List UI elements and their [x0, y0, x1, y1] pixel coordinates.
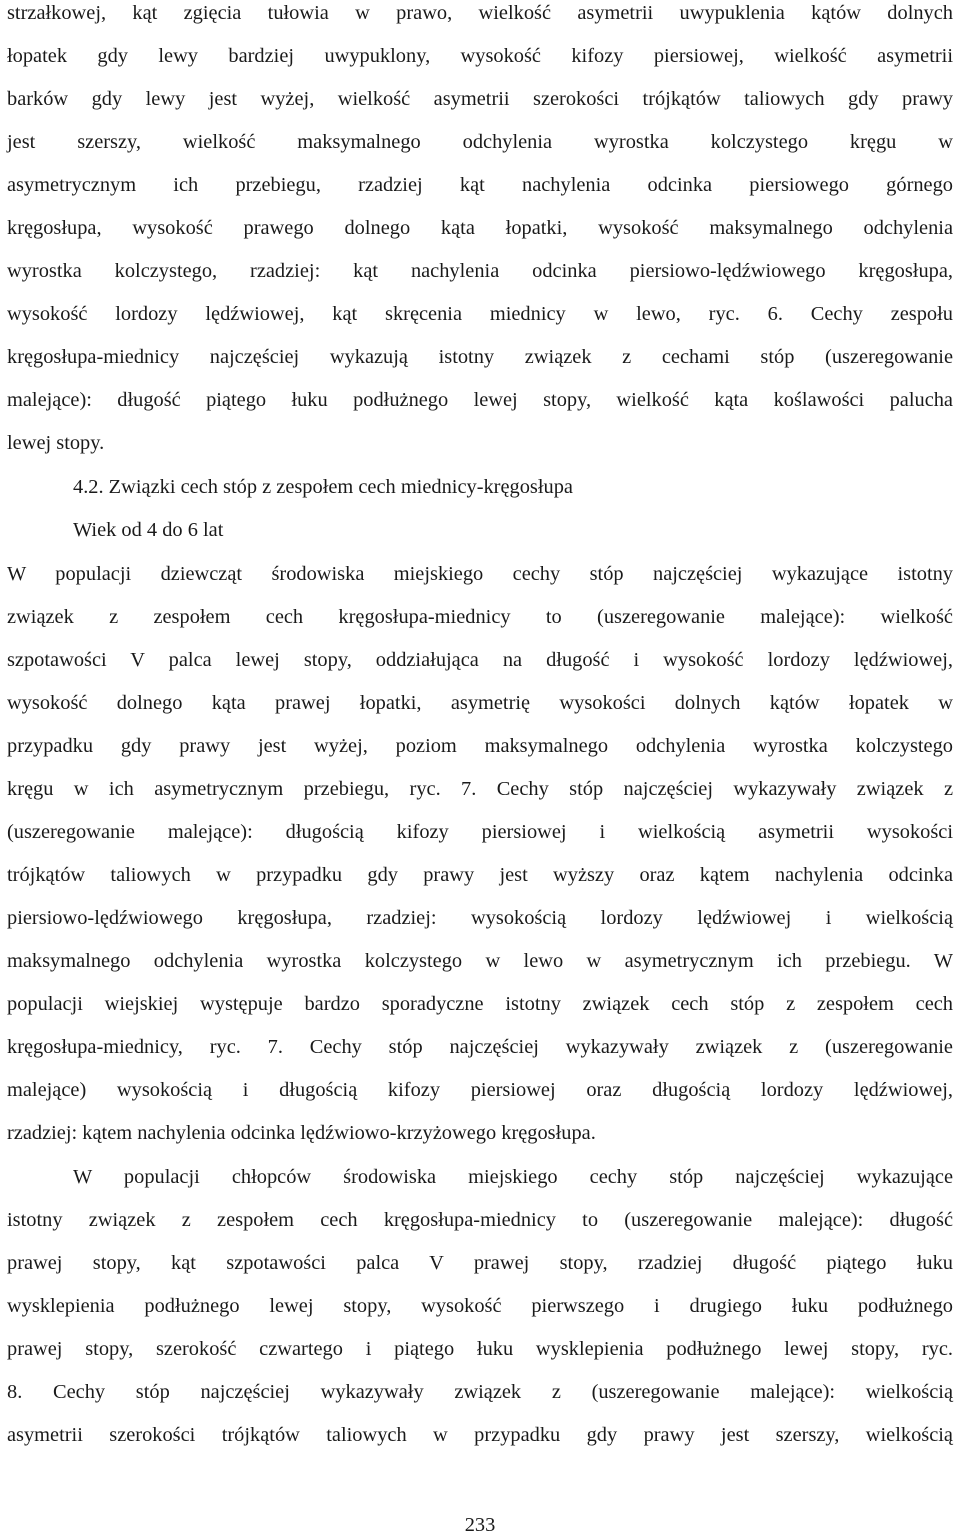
text-line: (uszeregowanie malejące): długością kifozy piersiowej i wielkością asymetrii wysokości [7, 821, 953, 843]
text-line: populacji wiejskiej występuje bardzo sporadyczne istotny związek cech stóp z zespołem cech [7, 993, 953, 1015]
text-line: malejące): długość piątego łuku podłużnego lewej stopy, wielkość kąta koślawości palucha [7, 389, 953, 411]
section-heading: 4.2. Związki cech stóp z zespołem cech miednicy-kręgosłupa [73, 476, 573, 498]
text-line: szpotawości V palca lewej stopy, oddziałująca na długość i wysokość lordozy lędźwiowej, [7, 649, 953, 671]
text-line: rzadziej: kątem nachylenia odcinka lędźwiowo-krzyżowego kręgosłupa. [7, 1122, 596, 1144]
text-line: wysklepienia podłużnego lewej stopy, wysokość pierwszego i drugiego łuku podłużnego [7, 1295, 953, 1317]
text-line: asymetrii szerokości trójkątów taliowych w przypadku gdy prawy jest szerszy, wielkością [7, 1424, 953, 1446]
text-line: lewej stopy. [7, 432, 105, 454]
text-line: przypadku gdy prawy jest wyżej, poziom maksymalnego odchylenia wyrostka kolczystego [7, 735, 953, 757]
text-line: strzałkowej, kąt zgięcia tułowia w prawo, wielkość asymetrii uwypuklenia kątów dolnych [7, 2, 953, 24]
text-line: trójkątów taliowych w przypadku gdy prawy jest wyższy oraz kątem nachylenia odcinka [7, 864, 953, 886]
text-line: związek z zespołem cech kręgosłupa-miednicy to (uszeregowanie malejące): wielkość [7, 606, 953, 628]
text-line: wyrostka kolczystego, rzadziej: kąt nachylenia odcinka piersiowo-lędźwiowego kręgosłupa, [7, 260, 953, 282]
text-line: kręgosłupa-miednicy najczęściej wykazują istotny związek z cechami stóp (uszeregowanie [7, 346, 953, 368]
text-line: jest szerszy, wielkość maksymalnego odchylenia wyrostka kolczystego kręgu w [7, 131, 953, 153]
text-line: łopatek gdy lewy bardziej uwypuklony, wysokość kifozy piersiowej, wielkość asymetrii [7, 45, 953, 67]
text-line: maksymalnego odchylenia wyrostka kolczystego w lewo w asymetrycznym ich przebiegu. W [7, 950, 953, 972]
page-number: 233 [464, 1514, 496, 1536]
text-line: wysokość dolnego kąta prawej łopatki, asymetrię wysokości dolnych kątów łopatek w [7, 692, 953, 714]
text-line: kręgu w ich asymetrycznym przebiegu, ryc. 7. Cechy stóp najczęściej wykazywały związek z [7, 778, 953, 800]
text-line: malejące) wysokością i długością kifozy piersiowej oraz długością lordozy lędźwiowej, [7, 1079, 953, 1101]
text-line: kręgosłupa, wysokość prawego dolnego kąta łopatki, wysokość maksymalnego odchylenia [7, 217, 953, 239]
text-line: prawej stopy, szerokość czwartego i piątego łuku wysklepienia podłużnego lewej stopy, ryc. [7, 1338, 953, 1360]
text-line: W populacji chłopców środowiska miejskiego cechy stóp najczęściej wykazujące [73, 1166, 953, 1188]
text-line: asymetrycznym ich przebiegu, rzadziej kąt nachylenia odcinka piersiowego górnego [7, 174, 953, 196]
text-line: wysokość lordozy lędźwiowej, kąt skręcenia miednicy w lewo, ryc. 6. Cechy zespołu [7, 303, 953, 325]
text-line: kręgosłupa-miednicy, ryc. 7. Cechy stóp najczęściej wykazywały związek z (uszeregowanie [7, 1036, 953, 1058]
text-line: istotny związek z zespołem cech kręgosłupa-miednicy to (uszeregowanie malejące): długość [7, 1209, 953, 1231]
text-line: W populacji dziewcząt środowiska miejskiego cechy stóp najczęściej wykazujące istotny [7, 563, 953, 585]
text-line: 8. Cechy stóp najczęściej wykazywały związek z (uszeregowanie malejące): wielkością [7, 1381, 953, 1403]
text-line: barków gdy lewy jest wyżej, wielkość asymetrii szerokości trójkątów taliowych gdy prawy [7, 88, 953, 110]
text-line: piersiowo-lędźwiowego kręgosłupa, rzadziej: wysokością lordozy lędźwiowej i wielkością [7, 907, 953, 929]
text-line: prawej stopy, kąt szpotawości palca V prawej stopy, rzadziej długość piątego łuku [7, 1252, 953, 1274]
section-heading: Wiek od 4 do 6 lat [73, 519, 224, 541]
